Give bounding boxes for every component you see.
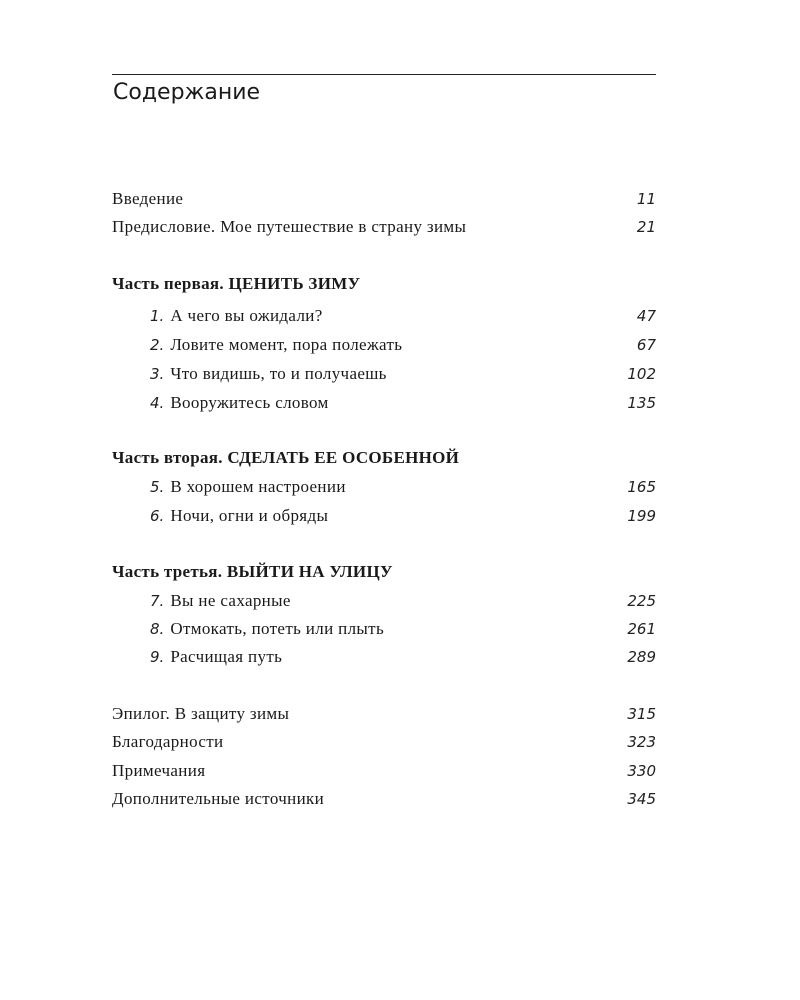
toc-entry-epilogue[interactable] — [112, 703, 656, 725]
entry-title: В хорошем настроении — [170, 477, 346, 496]
toc-entry-chapter-7[interactable] — [112, 590, 656, 612]
chapter-number: 9. — [150, 648, 165, 666]
toc-entry-chapter-3[interactable] — [112, 363, 656, 385]
entry-title: Ночи, огни и обряды — [170, 506, 329, 525]
chapter-number: 5. — [150, 478, 165, 496]
chapter-number: 6. — [150, 507, 165, 525]
toc-entry-further-reading[interactable] — [112, 788, 656, 810]
entry-title: Дополнительные источники — [112, 789, 325, 808]
toc-entry-chapter-4[interactable] — [112, 392, 656, 414]
entry-title: Что видишь, то и получаешь — [170, 364, 387, 383]
toc-page — [112, 0, 656, 1000]
entry-page-number: 135 — [627, 394, 656, 412]
entry-page-number: 261 — [627, 620, 656, 638]
chapter-number: 2. — [150, 336, 165, 354]
toc-entry-acknowledgements[interactable] — [112, 731, 656, 753]
entry-page-number: 345 — [627, 790, 656, 808]
top-rule — [112, 74, 656, 75]
chapter-number: 4. — [150, 394, 165, 412]
entry-title: Эпилог. В защиту зимы — [112, 704, 290, 723]
entry-title: Отмокать, потеть или плыть — [170, 619, 385, 638]
toc-entry-introduction[interactable] — [112, 188, 656, 210]
chapter-number: 3. — [150, 365, 165, 383]
entry-page-number: 102 — [627, 365, 656, 383]
entry-page-number: 323 — [627, 733, 656, 751]
part-title-1[interactable]: Часть первая. ЦЕНИТЬ ЗИМУ — [112, 274, 361, 293]
entry-title: Примечания — [112, 761, 206, 780]
chapter-number: 7. — [150, 592, 165, 610]
entry-title: Вооружитесь словом — [170, 393, 329, 412]
chapter-number: 8. — [150, 620, 165, 638]
entry-page-number: 315 — [627, 705, 656, 723]
part-title-3[interactable]: Часть третья. ВЫЙТИ НА УЛИЦУ — [112, 562, 393, 581]
toc-entry-chapter-8[interactable] — [112, 618, 656, 640]
entry-page-number: 11 — [636, 190, 656, 208]
entry-title: Расчищая путь — [170, 647, 283, 666]
part-title-2[interactable]: Часть вторая. СДЕЛАТЬ ЕЕ ОСОБЕННОЙ — [112, 448, 460, 467]
entry-page-number: 225 — [627, 592, 656, 610]
entry-page-number: 199 — [627, 507, 656, 525]
entry-page-number: 47 — [636, 307, 656, 325]
entry-page-number: 21 — [636, 218, 656, 236]
toc-entry-notes[interactable] — [112, 760, 656, 782]
toc-entry-preface[interactable] — [112, 216, 656, 238]
toc-heading: Содержание — [113, 80, 261, 105]
toc-entry-chapter-1[interactable] — [112, 305, 656, 327]
toc-entry-chapter-9[interactable] — [112, 646, 656, 668]
entry-page-number: 67 — [636, 336, 656, 354]
entry-title: А чего вы ожидали? — [170, 306, 323, 325]
entry-title: Вы не сахарные — [170, 591, 291, 610]
toc-entry-chapter-5[interactable] — [112, 476, 656, 498]
entry-title: Введение — [112, 189, 184, 208]
entry-title: Предисловие. Мое путешествие в страну зимы — [112, 217, 467, 236]
chapter-number: 1. — [150, 307, 165, 325]
entry-title: Благодарности — [112, 732, 224, 751]
entry-title: Ловите момент, пора полежать — [170, 335, 403, 354]
toc-entry-chapter-2[interactable] — [112, 334, 656, 356]
toc-entry-chapter-6[interactable] — [112, 505, 656, 527]
entry-page-number: 330 — [627, 762, 656, 780]
entry-page-number: 165 — [627, 478, 656, 496]
entry-page-number: 289 — [627, 648, 656, 666]
